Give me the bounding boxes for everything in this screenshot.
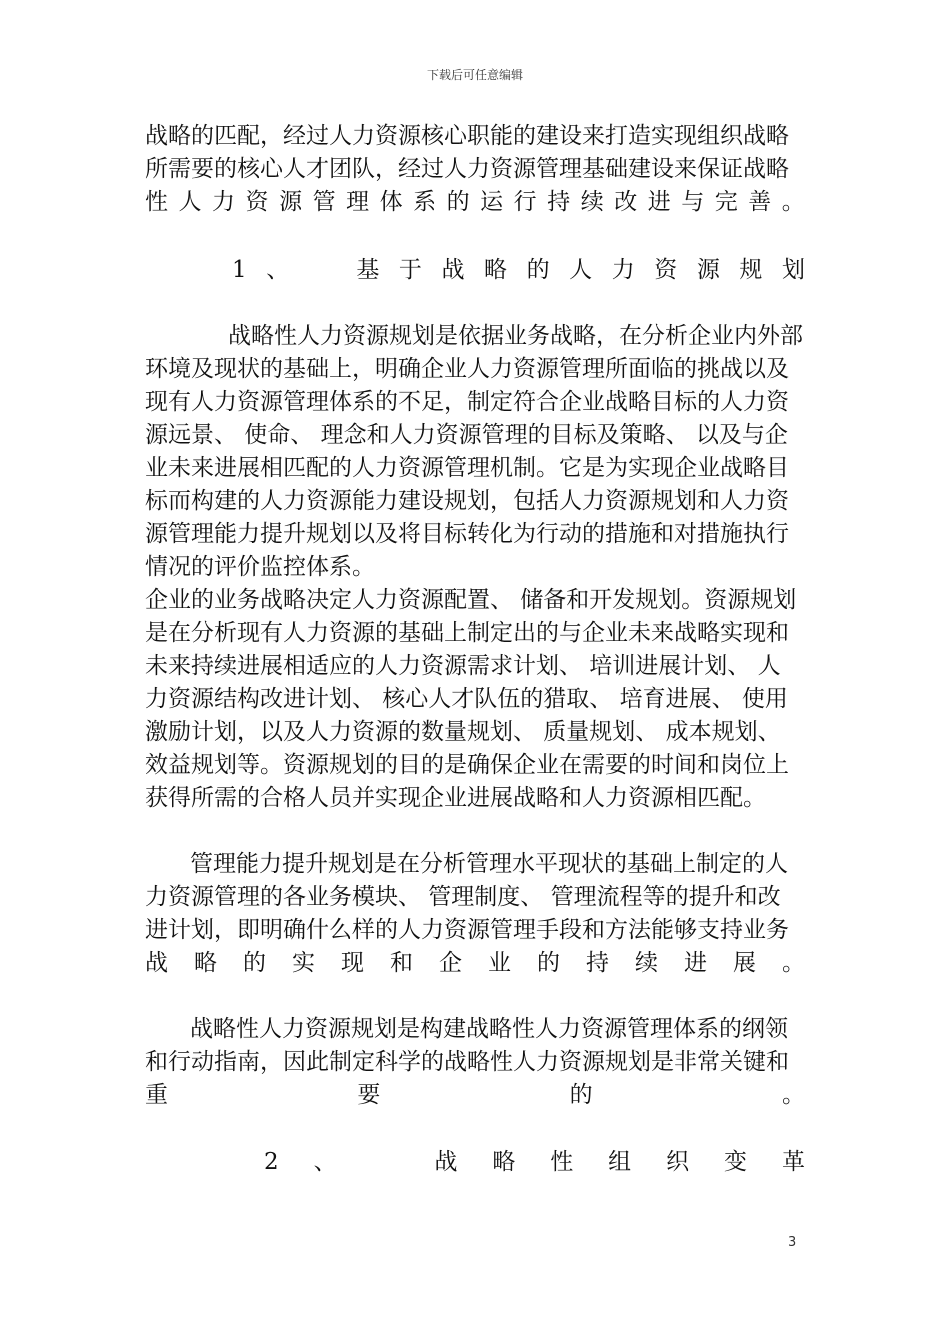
text-line: 源管理能力提升规划以及将目标转化为行动的措施和对措施执行 [145, 521, 789, 547]
text-line: 战略性人力资源规划是构建战略性人力资源管理体系的纲领 [190, 1016, 788, 1042]
text-line: 和行动指南，因此制定科学的战略性人力资源规划是非常关键和 [145, 1049, 789, 1075]
text-line: 力资源管理的各业务模块、 管理制度、 管理流程等的提升和改 [145, 884, 781, 910]
text-line: 获得所需的合格人员并实现企业进展战略和人力资源相匹配。 [145, 785, 766, 811]
section-heading-1: 1 、 基 于 战 略 的 人 力 资 源 规 划 [232, 257, 805, 283]
page-header: 下载后可任意编辑 [426, 68, 523, 82]
text-line: 战略性人力资源规划是依据业务战略，在分析企业内外部 [228, 323, 803, 349]
section-heading-2: 2 、 战 略 性 组 织 变 革 [264, 1149, 805, 1175]
page-number: 3 [788, 1235, 797, 1250]
text-line: 所需要的核心人才团队，经过人力资源管理基础建设来保证战略 [145, 156, 789, 182]
text-line: 效益规划等。资源规划的目的是确保企业在需要的时间和岗位上 [145, 752, 789, 778]
text-line: 企业的业务战略决定人力资源配置、 储备和开发规划。资源规划 [145, 587, 797, 613]
text-line: 是在分析现有人力资源的基础上制定出的与企业未来战略实现和 [145, 620, 789, 646]
text-line: 激励计划，以及人力资源的数量规划、 质量规划、 成本规划、 [145, 719, 781, 745]
text-line: 进计划，即明确什么样的人力资源管理手段和方法能够支持业务 [145, 917, 789, 943]
text-line-justified: 重 要 的 。 [145, 1082, 805, 1108]
text-line: 标而构建的人力资源能力建设规划，包括人力资源规划和人力资 [145, 488, 789, 514]
text-line: 业未来进展相匹配的人力资源管理机制。它是为实现企业战略目 [145, 455, 789, 481]
text-line: 情况的评价监控体系。 [145, 554, 375, 580]
text-line: 现有人力资源管理体系的不足，制定符合企业战略目标的人力资 [145, 389, 789, 415]
text-line-justified: 性 人 力 资 源 管 理 体 系 的 运 行 持 续 改 进 与 完 善 。 [145, 189, 805, 215]
text-line: 战略的匹配，经过人力资源核心职能的建设来打造实现组织战略 [145, 123, 789, 149]
text-line: 环境及现状的基础上，明确企业人力资源管理所面临的挑战以及 [145, 356, 789, 382]
text-line: 源远景、 使命、 理念和人力资源管理的目标及策略、 以及与企 [145, 422, 788, 448]
text-line: 未来持续进展相适应的人力资源需求计划、 培训进展计划、 人 [145, 653, 781, 679]
text-line-justified: 战 略 的 实 现 和 企 业 的 持 续 进 展 。 [145, 950, 805, 976]
text-line: 管理能力提升规划是在分析管理水平现状的基础上制定的人 [190, 851, 788, 877]
text-line: 力资源结构改进计划、 核心人才队伍的猎取、 培育进展、 使用 [145, 686, 788, 712]
